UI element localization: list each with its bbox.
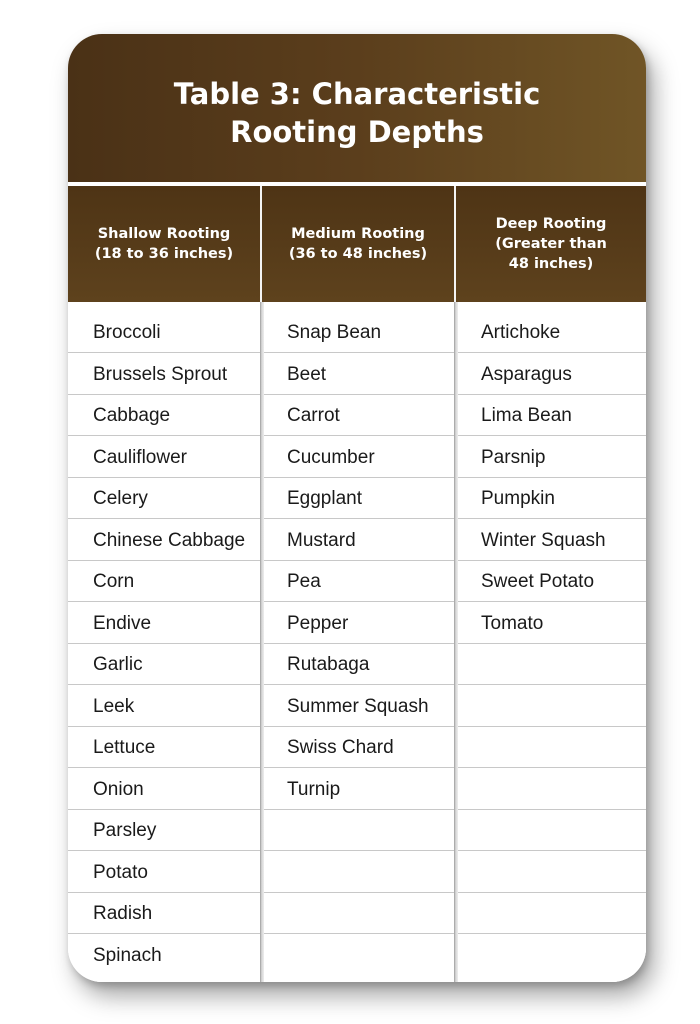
- table-cell: Cabbage: [68, 395, 260, 436]
- table-cell: Carrot: [262, 395, 454, 436]
- table-title: Table 3: Characteristic Rooting Depths: [173, 77, 541, 149]
- title-bar: [68, 34, 646, 182]
- column-shallow: [68, 302, 260, 982]
- table-cell: Sweet Potato: [456, 561, 646, 602]
- table-cell: Pea: [262, 561, 454, 602]
- table-cell: [456, 810, 646, 851]
- table-cell: Winter Squash: [456, 520, 646, 561]
- column-header-deep-line-3: 48 inches): [508, 256, 594, 272]
- table-cell: Endive: [68, 603, 260, 644]
- table-cell: Parsnip: [456, 437, 646, 478]
- table-cell: Pumpkin: [456, 478, 646, 519]
- table-cell: Garlic: [68, 644, 260, 685]
- table-cell: Eggplant: [262, 478, 454, 519]
- table-cell: Spinach: [68, 935, 260, 976]
- table-cell: Mustard: [262, 520, 454, 561]
- column-header-medium-line-2: (36 to 48 inches): [288, 246, 428, 262]
- column-deep: [456, 302, 646, 982]
- table-cell: Cauliflower: [68, 437, 260, 478]
- table-cell: Lettuce: [68, 727, 260, 768]
- table-cell: Corn: [68, 561, 260, 602]
- table-body: [68, 302, 646, 982]
- table-cell: [262, 893, 454, 934]
- column-header-deep-line-1: Deep Rooting: [495, 216, 607, 232]
- column-header-medium: [262, 186, 454, 302]
- table-cell: [262, 852, 454, 893]
- table-cell: [456, 893, 646, 934]
- table-cell: Chinese Cabbage: [68, 520, 260, 561]
- table-cell: Asparagus: [456, 354, 646, 395]
- table-cell: Artichoke: [456, 312, 646, 353]
- column-header-deep: [456, 186, 646, 302]
- table-cell: Lima Bean: [456, 395, 646, 436]
- table-cell: Onion: [68, 769, 260, 810]
- table-cell: Cucumber: [262, 437, 454, 478]
- table-cell: Tomato: [456, 603, 646, 644]
- rooting-depths-table-card: [68, 34, 646, 982]
- table-cell: Radish: [68, 893, 260, 934]
- table-cell: [456, 769, 646, 810]
- table-cell: Broccoli: [68, 312, 260, 353]
- table-cell: [456, 686, 646, 727]
- table-cell: [456, 852, 646, 893]
- table-cell: Swiss Chard: [262, 727, 454, 768]
- table-cell: Turnip: [262, 769, 454, 810]
- table-cell: Rutabaga: [262, 644, 454, 685]
- column-header-shallow: [68, 186, 260, 302]
- table-cell: Potato: [68, 852, 260, 893]
- column-divider: [454, 302, 458, 982]
- column-header-shallow-line-2: (18 to 36 inches): [94, 246, 234, 262]
- column-divider: [260, 302, 264, 982]
- column-header-shallow-line-1: Shallow Rooting: [97, 226, 231, 242]
- column-header-deep-line-2: (Greater than: [495, 236, 607, 252]
- column-medium: [262, 302, 454, 982]
- table-cell: Leek: [68, 686, 260, 727]
- column-header-medium-line-1: Medium Rooting: [291, 226, 425, 242]
- table-cell: [262, 935, 454, 976]
- table-cell: Brussels Sprout: [68, 354, 260, 395]
- table-cell: [262, 810, 454, 851]
- table-cell: Summer Squash: [262, 686, 454, 727]
- table-cell: Celery: [68, 478, 260, 519]
- table-cell: Pepper: [262, 603, 454, 644]
- column-header-row: [68, 186, 646, 302]
- table-cell: [456, 727, 646, 768]
- table-cell: Parsley: [68, 810, 260, 851]
- table-cell: [456, 644, 646, 685]
- table-cell: Snap Bean: [262, 312, 454, 353]
- table-cell: [456, 935, 646, 976]
- table-cell: Beet: [262, 354, 454, 395]
